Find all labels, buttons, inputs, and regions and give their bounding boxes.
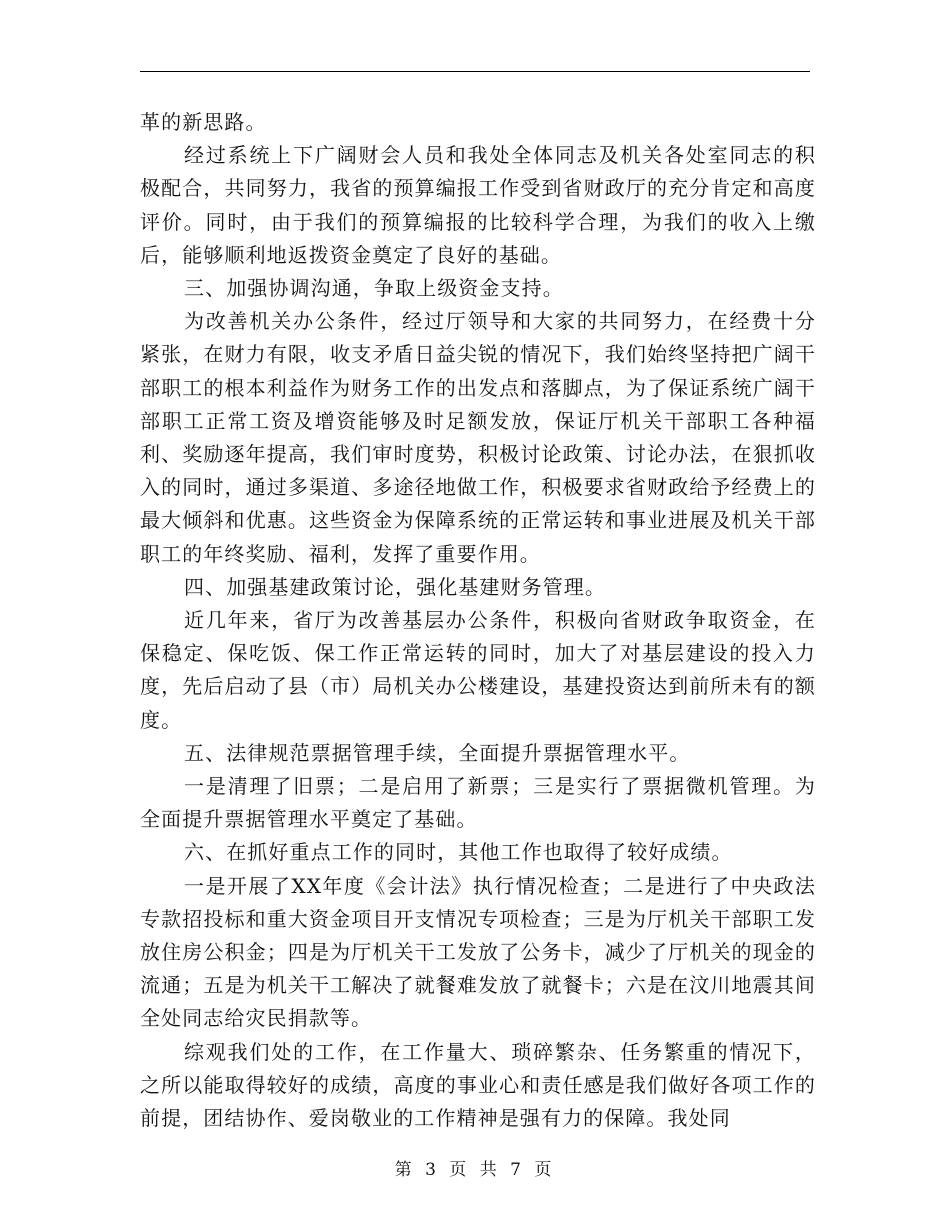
- paragraph: 经过系统上下广阔财会人员和我处全体同志及机关各处室同志的积极配合，共同努力，我省的预算编报工作受到省财政厅的充分肯定和高度评价。同时，由于我们的预算编报的比较科学合理，为我们的收入上缴后，能够顺利地返拨资金奠定了良好的基础。: [140, 143, 816, 267]
- paragraph: 一是开展了XX年度《会计法》执行情况检查；二是进行了中央政法专款招投标和重大资金项目开支情况专项检查；三是为厅机关干部职工发放住房公积金；四是为厅机关干工发放了公务卡，减少了厅机关的现金的流通；五是为机关干工解决了就餐难发放了就餐卡；六是在汶川地震其间全处同志给灾民捐款等。: [140, 873, 816, 1031]
- section-heading: 三、加强协调沟通，争取上级资金支持。: [184, 276, 564, 301]
- document-body: [140, 106, 816, 1135]
- paragraph: 一是清理了旧票；二是启用了新票；三是实行了票据微机管理。为全面提升票据管理水平奠定了基础。: [140, 774, 816, 832]
- paragraph: 为改善机关办公条件，经过厅领导和大家的共同努力，在经费十分紧张，在财力有限，收支矛盾日益尖锐的情况下，我们始终坚持把广阔干部职工的根本利益作为财务工作的出发点和落脚点，为了保证系统广阔干部职工正常工资及增资能够及时足额发放，保证厅机关干部职工各种福利、奖励逐年提高，我们审时度势，积极讨论政策、讨论办法，在狠抓收入的同时，通过多渠道、多途径地做工作，积极要求省财政给予经费上的最大倾斜和优惠。这些资金为保障系统的正常运转和事业进展及机关干部职工的年终奖励、福利，发挥了重要作用。: [140, 309, 816, 566]
- paragraph: 综观我们处的工作，在工作量大、琐碎繁杂、任务繁重的情况下，之所以能取得较好的成绩，高度的事业心和责任感是我们做好各项工作的前提，团结协作、爱岗敬业的工作精神是强有力的保障。我处同: [140, 1039, 816, 1131]
- paragraph: 近几年来，省厅为改善基层办公条件，积极向省财政争取资金，在保稳定、保吃饭、保工作正常运转的同时，加大了对基层建设的投入力度，先后启动了县（市）局机关办公楼建设，基建投资达到前所未有的额度。: [140, 608, 816, 732]
- header-rule: [140, 71, 810, 72]
- page-number: 第 3 页 共 7 页: [394, 1160, 556, 1180]
- paragraph: 革的新思路。: [140, 110, 267, 134]
- section-heading: 五、法律规范票据管理手续，全面提升票据管理水平。: [184, 740, 691, 765]
- section-heading: 六、在抓好重点工作的同时，其他工作也取得了较好成绩。: [184, 840, 733, 865]
- section-heading: 四、加强基建政策讨论，强化基建财务管理。: [184, 574, 606, 599]
